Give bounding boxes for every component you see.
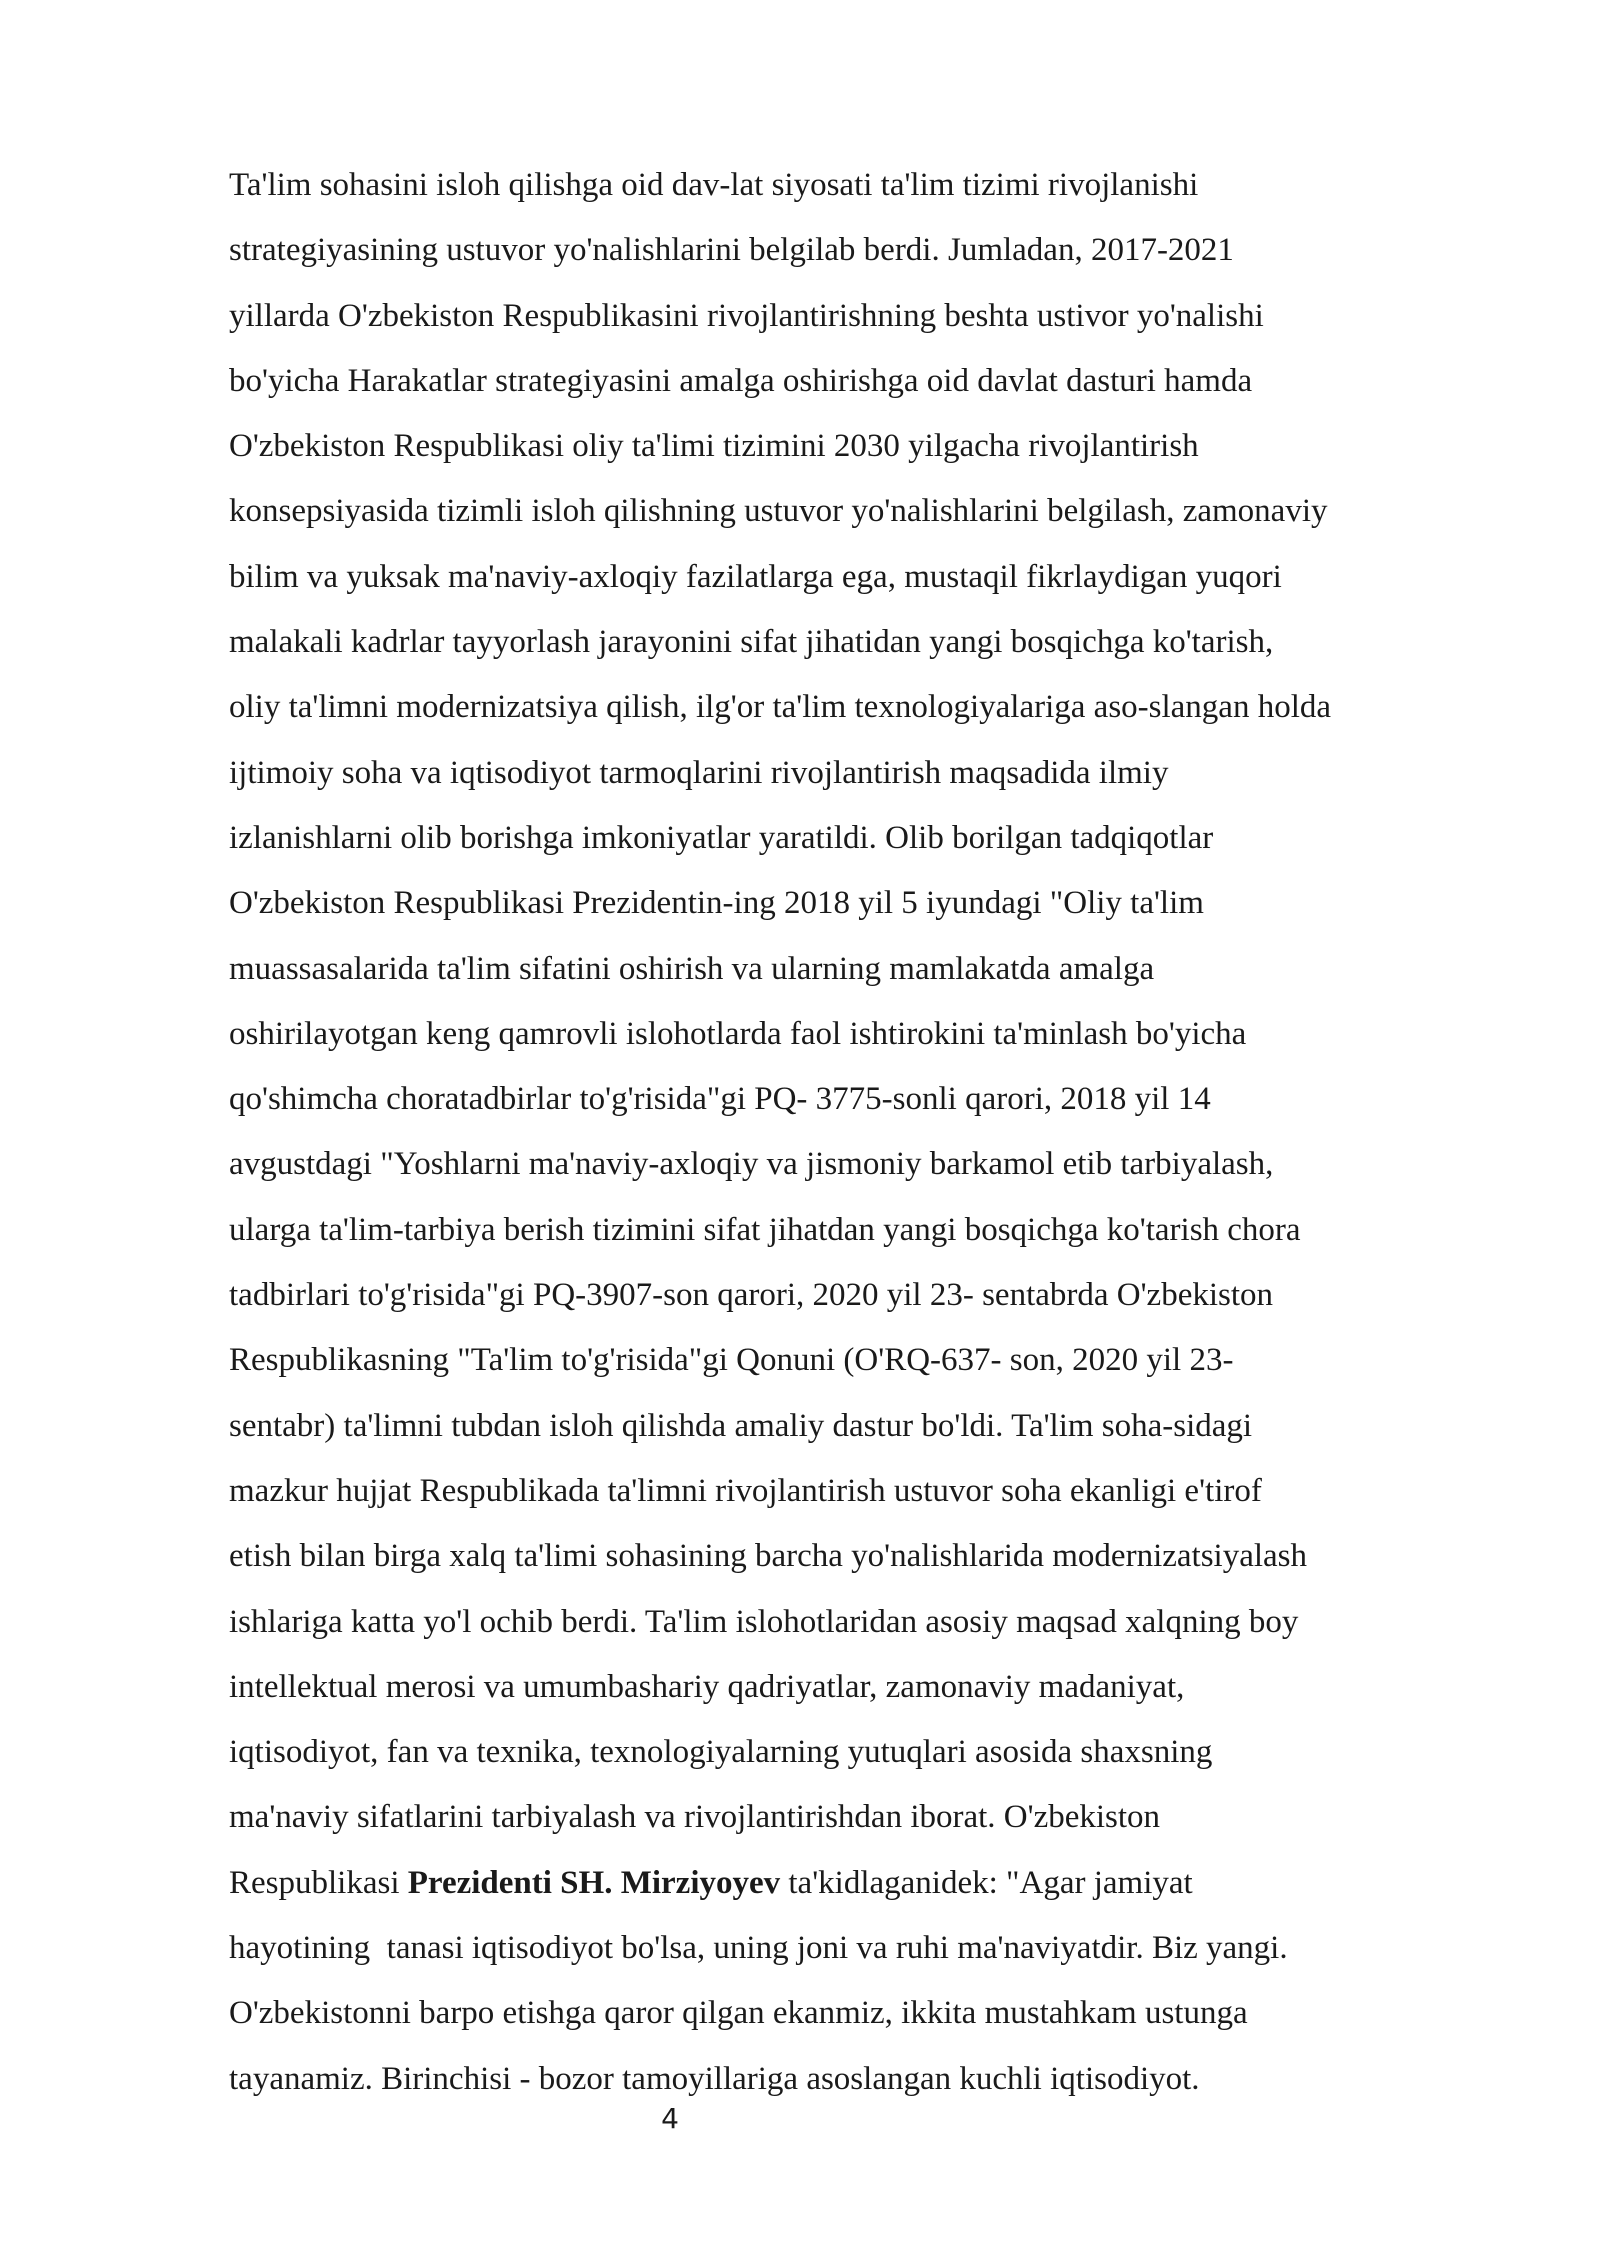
text-line: avgustdagi "Yoshlarni ma'naviy-axloqiy va jismoniy barkamol etib tarbiyalash, <box>229 1146 1274 1183</box>
body-text <box>229 158 1529 2117</box>
text-line: tayanamiz. Birinchisi - bozor tamoyillariga asoslangan kuchli iqtisodiyot. <box>229 2060 1200 2097</box>
text-segment: Respublikasi <box>229 1864 408 1901</box>
text-line: O'zbekistonni barpo etishga qaror qilgan ekanmiz, ikkita mustahkam ustunga <box>229 1995 1248 2032</box>
text-line: oshirilayotgan keng qamrovli islohotlarda faol ishtirokini ta'minlash bo'yicha <box>229 1015 1247 1052</box>
text-line: ularga ta'lim-tarbiya berish tizimini sifat jihatdan yangi bosqichga ko'tarish chora <box>229 1211 1301 1248</box>
text-line: etish bilan birga xalq ta'limi sohasining barcha yo'nalishlarida modernizatsiyalash <box>229 1538 1308 1575</box>
text-line-with-bold <box>229 1856 1529 1921</box>
text-line: ijtimoiy soha va iqtisodiyot tarmoqlarini rivojlantirish maqsadida ilmiy <box>229 754 1169 791</box>
text-segment: ta'kidlaganidek: "Agar jamiyat <box>780 1864 1193 1901</box>
text-line: muassasalarida ta'lim sifatini oshirish va ularning mamlakatda amalga <box>229 950 1155 987</box>
text-line: hayotining tanasi iqtisodiyot bo'lsa, uning joni va ruhi ma'naviyatdir. Biz yangi. <box>229 1930 1288 1967</box>
text-line: oliy ta'limni modernizatsiya qilish, ilg'or ta'lim texnologiyalariga aso-slangan holda <box>229 689 1332 726</box>
text-line: Ta'lim sohasini isloh qilishga oid dav-lat siyosati ta'lim tizimi rivojlanishi <box>229 167 1199 203</box>
text-line: konsepsiyasida tizimli isloh qilishning ustuvor yo'nalishlarini belgilash, zamonaviy <box>229 493 1328 530</box>
text-line: bilim va yuksak ma'naviy-axloqiy fazilatlarga ega, mustaqil fikrlaydigan yuqori <box>229 558 1282 595</box>
text-line: O'zbekiston Respublikasi oliy ta'limi tizimini 2030 yilgacha rivojlantirish <box>229 428 1199 465</box>
page-number: 4 <box>661 2102 679 2135</box>
text-line: O'zbekiston Respublikasi Prezidentin-ing 2018 yil 5 iyundagi "Oliy ta'lim <box>229 885 1204 922</box>
text-line: ma'naviy sifatlarini tarbiyalash va rivojlantirishdan iborat. O'zbekiston <box>229 1799 1161 1836</box>
text-line: Respublikasning "Ta'lim to'g'risida"gi Qonuni (O'RQ-637- son, 2020 yil 23- <box>229 1342 1234 1379</box>
bold-name: Prezidenti SH. Mirziyoyev <box>407 1864 781 1901</box>
text-line: malakali kadrlar tayyorlash jarayonini sifat jihatidan yangi bosqichga ko'tarish, <box>229 624 1274 661</box>
text-line: yillarda O'zbekiston Respublikasini rivojlantirishning beshta ustivor yo'nalishi <box>229 297 1264 334</box>
text-line: qo'shimcha choratadbirlar to'g'risida"gi PQ- 3775-sonli qarori, 2018 yil 14 <box>229 1081 1211 1118</box>
text-line: strategiyasining ustuvor yo'nalishlarini belgilab berdi. Jumladan, 2017-2021 <box>229 232 1234 269</box>
text-line: ishlariga katta yo'l ochib berdi. Ta'lim islohotlaridan asosiy maqsad xalqning boy <box>229 1603 1299 1640</box>
text-line: sentabr) ta'limni tubdan isloh qilishda amaliy dastur bo'ldi. Ta'lim soha-sidagi <box>229 1407 1253 1444</box>
text-line: iqtisodiyot, fan va texnika, texnologiyalarning yutuqlari asosida shaxsning <box>229 1734 1213 1771</box>
text-line: tadbirlari to'g'risida"gi PQ-3907-son qarori, 2020 yil 23- sentabrda O'zbekiston <box>229 1277 1274 1314</box>
text-line: mazkur hujjat Respublikada ta'limni rivojlantirish ustuvor soha ekanligi e'tirof <box>229 1472 1262 1509</box>
text-line: izlanishlarni olib borishga imkoniyatlar yaratildi. Olib borilgan tadqiqotlar <box>229 819 1214 856</box>
text-line: intellektual merosi va umumbashariy qadriyatlar, zamonaviy madaniyat, <box>229 1668 1185 1705</box>
text-line: bo'yicha Harakatlar strategiyasini amalga oshirishga oid davlat dasturi hamda <box>229 362 1253 399</box>
